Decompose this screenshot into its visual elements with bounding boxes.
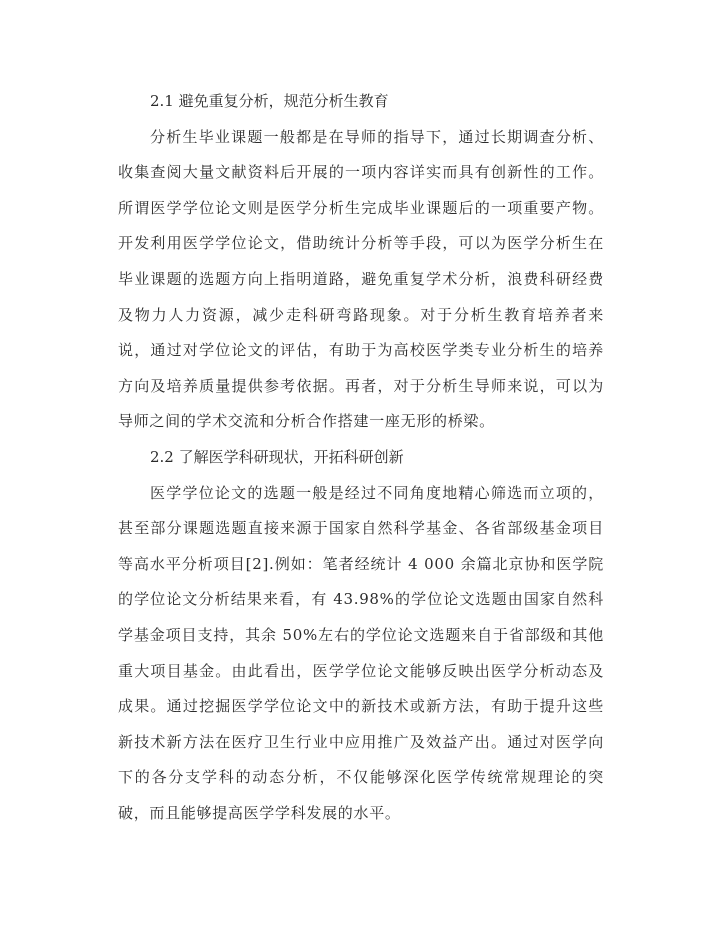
document-body (118, 84, 604, 831)
section-paragraph-2-2: 医学学位论文的选题一般是经过不同角度地精心筛选而立项的，甚至部分课题选题直接来源于国家自然科学基金、各省部级基金项目等高水平分析项目[2].例如：笔者经统计 4 000 余篇北京协和医学院的学位论文分析结果来看，有 43.98%的学位论文选题由国家自然科学基金项目支持，其余 50%左右的学位论文选题来自于省部级和其他重大项目基金。由此看出，医学学位论文能够反映出医学分析动态及成果。通过挖掘医学学位论文中的新技术或新方法，有助于提升这些新技术新方法在医疗卫生行业中应用推广及效益产出。通过对医学向下的各分支学科的动态分析，不仅能够深化医学传统常规理论的突破，而且能够提高医学学科发展的水平。 (118, 483, 604, 822)
section-paragraph-2-1: 分析生毕业课题一般都是在导师的指导下，通过长期调查分析、收集查阅大量文献资料后开展的一项内容详实而具有创新性的工作。所谓医学学位论文则是医学分析生完成毕业课题后的一项重要产物。开发利用医学学位论文，借助统计分析等手段，可以为医学分析生在毕业课题的选题方向上指明道路，避免重复学术分析，浪费科研经费及物力人力资源，减少走科研弯路现象。对于分析生教育培养者来说，通过对学位论文的评估，有助于为高校医学类专业分析生的培养方向及培养质量提供参考依据。再者，对于分析生导师来说，可以为导师之间的学术交流和分析合作搭建一座无形的桥梁。 (118, 127, 604, 431)
section-heading-2-2: 2.2 了解医学科研现状，开拓科研创新 (150, 447, 404, 466)
section-heading-2-1: 2.1 避免重复分析，规范分析生教育 (150, 92, 389, 110)
